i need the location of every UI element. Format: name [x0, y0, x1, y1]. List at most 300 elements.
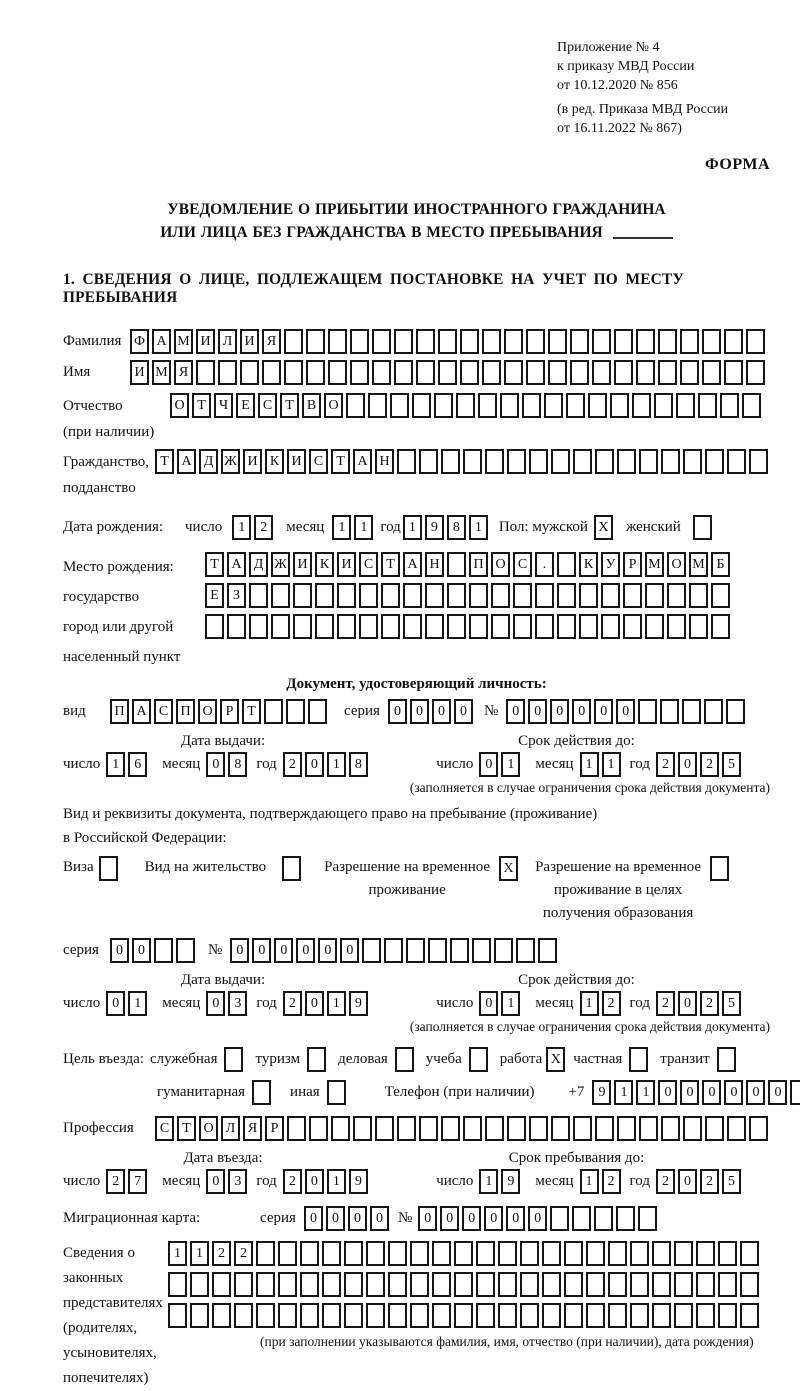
form-cell[interactable] [513, 614, 532, 639]
form-cell[interactable] [718, 1272, 737, 1297]
form-cell[interactable] [300, 1241, 319, 1266]
form-cell[interactable]: X [499, 856, 518, 881]
form-cell[interactable] [570, 329, 589, 354]
form-cell[interactable]: 0 [506, 1206, 525, 1231]
form-cell[interactable] [432, 1303, 451, 1328]
form-cell[interactable] [154, 938, 173, 963]
form-cell[interactable] [548, 329, 567, 354]
form-cell[interactable]: 0 [296, 938, 315, 963]
form-cell[interactable] [403, 614, 422, 639]
form-cell[interactable] [397, 1116, 416, 1141]
form-cell[interactable]: 1 [106, 752, 125, 777]
form-cell[interactable] [623, 583, 642, 608]
form-cell[interactable]: 0 [506, 699, 525, 724]
form-cell[interactable]: А [227, 552, 246, 577]
form-cell[interactable] [476, 1241, 495, 1266]
form-cell[interactable]: Д [199, 449, 218, 474]
form-cell[interactable] [629, 1047, 648, 1072]
form-cell[interactable]: 1 [602, 752, 621, 777]
form-cell[interactable]: 2 [283, 752, 302, 777]
form-cell[interactable] [535, 583, 554, 608]
form-cell[interactable]: 1 [332, 515, 351, 540]
form-cell[interactable]: 0 [454, 699, 473, 724]
form-cell[interactable] [368, 393, 387, 418]
form-cell[interactable] [454, 1272, 473, 1297]
form-cell[interactable] [617, 449, 636, 474]
form-cell[interactable] [667, 614, 686, 639]
form-cell[interactable] [542, 1272, 561, 1297]
form-cell[interactable]: 5 [722, 1169, 741, 1194]
form-cell[interactable] [190, 1272, 209, 1297]
form-cell[interactable]: 0 [340, 938, 359, 963]
form-cell[interactable] [168, 1303, 187, 1328]
form-cell[interactable] [249, 614, 268, 639]
form-cell[interactable] [623, 614, 642, 639]
form-cell[interactable] [271, 583, 290, 608]
form-cell[interactable] [636, 360, 655, 385]
form-cell[interactable]: И [287, 449, 306, 474]
form-cell[interactable]: А [177, 449, 196, 474]
form-cell[interactable] [616, 1206, 635, 1231]
form-cell[interactable] [410, 1303, 429, 1328]
form-cell[interactable] [652, 1241, 671, 1266]
form-cell[interactable] [614, 329, 633, 354]
form-cell[interactable]: 0 [746, 1080, 765, 1105]
form-cell[interactable] [724, 360, 743, 385]
form-cell[interactable]: Т [381, 552, 400, 577]
form-cell[interactable]: Р [220, 699, 239, 724]
form-cell[interactable] [390, 393, 409, 418]
form-cell[interactable] [632, 393, 651, 418]
form-cell[interactable]: 2 [254, 515, 273, 540]
form-cell[interactable] [218, 360, 237, 385]
form-cell[interactable]: 0 [370, 1206, 389, 1231]
form-cell[interactable] [498, 1241, 517, 1266]
form-cell[interactable] [683, 449, 702, 474]
form-cell[interactable] [702, 360, 721, 385]
form-cell[interactable]: 0 [110, 938, 129, 963]
form-cell[interactable] [388, 1272, 407, 1297]
form-cell[interactable] [586, 1241, 605, 1266]
form-cell[interactable]: 1 [636, 1080, 655, 1105]
form-cell[interactable]: 0 [550, 699, 569, 724]
form-cell[interactable] [322, 1241, 341, 1266]
form-cell[interactable] [450, 938, 469, 963]
form-cell[interactable] [538, 938, 557, 963]
form-cell[interactable] [315, 583, 334, 608]
form-cell[interactable] [441, 1116, 460, 1141]
form-cell[interactable]: 1 [168, 1241, 187, 1266]
form-cell[interactable] [749, 1116, 768, 1141]
form-cell[interactable] [454, 1303, 473, 1328]
form-cell[interactable]: X [594, 515, 613, 540]
form-cell[interactable] [520, 1272, 539, 1297]
form-cell[interactable] [717, 1047, 736, 1072]
form-cell[interactable] [482, 360, 501, 385]
form-cell[interactable] [579, 614, 598, 639]
form-cell[interactable] [718, 1303, 737, 1328]
form-cell[interactable] [264, 699, 283, 724]
form-cell[interactable]: 2 [212, 1241, 231, 1266]
form-cell[interactable] [485, 449, 504, 474]
form-cell[interactable] [478, 393, 497, 418]
form-cell[interactable]: Ч [214, 393, 233, 418]
form-cell[interactable]: О [667, 552, 686, 577]
form-cell[interactable]: У [601, 552, 620, 577]
form-cell[interactable]: 0 [702, 1080, 721, 1105]
form-cell[interactable] [592, 360, 611, 385]
form-cell[interactable]: 1 [501, 752, 520, 777]
form-cell[interactable]: 1 [128, 991, 147, 1016]
form-cell[interactable] [724, 329, 743, 354]
form-cell[interactable] [381, 583, 400, 608]
form-cell[interactable] [460, 360, 479, 385]
form-cell[interactable] [727, 1116, 746, 1141]
form-cell[interactable]: Ф [130, 329, 149, 354]
form-cell[interactable] [676, 393, 695, 418]
form-cell[interactable]: 1 [190, 1241, 209, 1266]
form-cell[interactable] [594, 1206, 613, 1231]
form-cell[interactable]: 9 [349, 1169, 368, 1194]
form-cell[interactable] [705, 449, 724, 474]
form-cell[interactable]: И [240, 329, 259, 354]
form-cell[interactable] [344, 1303, 363, 1328]
form-cell[interactable] [256, 1241, 275, 1266]
form-cell[interactable] [454, 1241, 473, 1266]
form-cell[interactable]: 0 [318, 938, 337, 963]
form-cell[interactable] [746, 329, 765, 354]
form-cell[interactable] [278, 1303, 297, 1328]
form-cell[interactable]: 8 [228, 752, 247, 777]
form-cell[interactable] [548, 360, 567, 385]
form-cell[interactable] [322, 1303, 341, 1328]
form-cell[interactable]: С [155, 1116, 174, 1141]
form-cell[interactable] [711, 583, 730, 608]
form-cell[interactable] [410, 1241, 429, 1266]
form-cell[interactable]: 0 [572, 699, 591, 724]
form-cell[interactable] [674, 1303, 693, 1328]
form-cell[interactable] [661, 449, 680, 474]
form-cell[interactable] [337, 614, 356, 639]
form-cell[interactable] [535, 614, 554, 639]
form-cell[interactable]: 1 [580, 991, 599, 1016]
form-cell[interactable] [740, 1272, 759, 1297]
form-cell[interactable]: И [243, 449, 262, 474]
form-cell[interactable] [456, 393, 475, 418]
form-cell[interactable] [557, 614, 576, 639]
form-cell[interactable] [346, 393, 365, 418]
form-cell[interactable] [485, 1116, 504, 1141]
form-cell[interactable] [262, 360, 281, 385]
form-cell[interactable]: 2 [656, 1169, 675, 1194]
form-cell[interactable] [689, 583, 708, 608]
form-cell[interactable] [542, 1303, 561, 1328]
form-cell[interactable] [284, 360, 303, 385]
form-cell[interactable]: 0 [678, 991, 697, 1016]
form-cell[interactable] [610, 393, 629, 418]
form-cell[interactable]: Л [218, 329, 237, 354]
form-cell[interactable] [469, 614, 488, 639]
form-cell[interactable]: 1 [327, 1169, 346, 1194]
form-cell[interactable] [516, 938, 535, 963]
form-cell[interactable] [284, 329, 303, 354]
form-cell[interactable] [384, 938, 403, 963]
form-cell[interactable] [749, 449, 768, 474]
form-cell[interactable] [638, 699, 657, 724]
form-cell[interactable]: П [469, 552, 488, 577]
form-cell[interactable] [645, 614, 664, 639]
form-cell[interactable]: М [645, 552, 664, 577]
form-cell[interactable] [168, 1272, 187, 1297]
form-cell[interactable] [397, 449, 416, 474]
form-cell[interactable] [592, 329, 611, 354]
form-cell[interactable]: 2 [283, 991, 302, 1016]
form-cell[interactable]: 0 [132, 938, 151, 963]
form-cell[interactable]: А [353, 449, 372, 474]
form-cell[interactable]: Т [177, 1116, 196, 1141]
form-cell[interactable] [256, 1272, 275, 1297]
form-cell[interactable] [395, 1047, 414, 1072]
form-cell[interactable] [282, 856, 301, 881]
form-cell[interactable]: 6 [128, 752, 147, 777]
form-cell[interactable]: 0 [768, 1080, 787, 1105]
form-cell[interactable]: 2 [234, 1241, 253, 1266]
form-cell[interactable] [586, 1303, 605, 1328]
form-cell[interactable]: 0 [594, 699, 613, 724]
form-cell[interactable] [491, 583, 510, 608]
form-cell[interactable]: 0 [440, 1206, 459, 1231]
form-cell[interactable] [438, 329, 457, 354]
form-cell[interactable]: 0 [432, 699, 451, 724]
form-cell[interactable] [542, 1241, 561, 1266]
form-cell[interactable] [608, 1241, 627, 1266]
form-cell[interactable]: Л [221, 1116, 240, 1141]
form-cell[interactable] [704, 699, 723, 724]
form-cell[interactable] [249, 583, 268, 608]
form-cell[interactable] [432, 1272, 451, 1297]
form-cell[interactable] [586, 1272, 605, 1297]
form-cell[interactable]: 5 [722, 752, 741, 777]
form-cell[interactable] [573, 449, 592, 474]
form-cell[interactable] [550, 1206, 569, 1231]
form-cell[interactable]: 1 [327, 752, 346, 777]
form-cell[interactable] [196, 360, 215, 385]
form-cell[interactable] [507, 1116, 526, 1141]
form-cell[interactable]: 1 [614, 1080, 633, 1105]
form-cell[interactable] [256, 1303, 275, 1328]
form-cell[interactable]: Я [243, 1116, 262, 1141]
form-cell[interactable] [472, 938, 491, 963]
form-cell[interactable] [416, 360, 435, 385]
form-cell[interactable] [720, 393, 739, 418]
form-cell[interactable] [227, 614, 246, 639]
form-cell[interactable] [579, 583, 598, 608]
form-cell[interactable] [520, 1241, 539, 1266]
form-cell[interactable] [366, 1241, 385, 1266]
form-cell[interactable]: 2 [106, 1169, 125, 1194]
form-cell[interactable]: 0 [252, 938, 271, 963]
form-cell[interactable]: 9 [425, 515, 444, 540]
form-cell[interactable] [293, 583, 312, 608]
form-cell[interactable] [614, 360, 633, 385]
form-cell[interactable] [234, 1272, 253, 1297]
form-cell[interactable] [570, 360, 589, 385]
form-cell[interactable] [419, 449, 438, 474]
form-cell[interactable]: 2 [602, 991, 621, 1016]
form-cell[interactable] [337, 583, 356, 608]
form-cell[interactable]: С [309, 449, 328, 474]
form-cell[interactable] [726, 699, 745, 724]
form-cell[interactable]: 0 [348, 1206, 367, 1231]
form-cell[interactable] [366, 1303, 385, 1328]
form-cell[interactable]: 0 [305, 991, 324, 1016]
form-cell[interactable]: 0 [206, 1169, 225, 1194]
form-cell[interactable] [710, 856, 729, 881]
form-cell[interactable] [425, 614, 444, 639]
form-cell[interactable] [416, 329, 435, 354]
form-cell[interactable] [557, 583, 576, 608]
form-cell[interactable]: Д [249, 552, 268, 577]
form-cell[interactable] [588, 393, 607, 418]
form-cell[interactable] [327, 1080, 346, 1105]
form-cell[interactable] [498, 1272, 517, 1297]
form-cell[interactable]: 2 [602, 1169, 621, 1194]
form-cell[interactable] [638, 1206, 657, 1231]
form-cell[interactable] [740, 1303, 759, 1328]
form-cell[interactable]: 3 [228, 991, 247, 1016]
form-cell[interactable] [394, 360, 413, 385]
form-cell[interactable]: Б [711, 552, 730, 577]
form-cell[interactable] [727, 449, 746, 474]
form-cell[interactable]: 0 [724, 1080, 743, 1105]
form-cell[interactable] [564, 1241, 583, 1266]
form-cell[interactable] [529, 1116, 548, 1141]
form-cell[interactable]: 0 [206, 991, 225, 1016]
form-cell[interactable]: Е [205, 583, 224, 608]
form-cell[interactable]: 0 [410, 699, 429, 724]
form-cell[interactable] [630, 1272, 649, 1297]
form-cell[interactable]: Ж [221, 449, 240, 474]
form-cell[interactable] [702, 329, 721, 354]
form-cell[interactable] [469, 583, 488, 608]
form-cell[interactable]: Н [375, 449, 394, 474]
form-cell[interactable] [742, 393, 761, 418]
form-cell[interactable] [322, 1272, 341, 1297]
form-cell[interactable] [507, 449, 526, 474]
form-cell[interactable]: Т [331, 449, 350, 474]
form-cell[interactable] [654, 393, 673, 418]
form-cell[interactable] [293, 614, 312, 639]
form-cell[interactable]: К [315, 552, 334, 577]
form-cell[interactable] [350, 360, 369, 385]
form-cell[interactable] [661, 1116, 680, 1141]
form-cell[interactable]: 0 [479, 991, 498, 1016]
form-cell[interactable]: 2 [700, 1169, 719, 1194]
form-cell[interactable] [447, 552, 466, 577]
form-cell[interactable] [406, 938, 425, 963]
form-cell[interactable] [212, 1303, 231, 1328]
form-cell[interactable] [658, 360, 677, 385]
form-cell[interactable]: 0 [462, 1206, 481, 1231]
form-cell[interactable] [331, 1116, 350, 1141]
form-cell[interactable] [617, 1116, 636, 1141]
form-cell[interactable]: 0 [206, 752, 225, 777]
form-cell[interactable] [572, 1206, 591, 1231]
form-cell[interactable]: А [152, 329, 171, 354]
form-cell[interactable] [529, 449, 548, 474]
form-cell[interactable]: 0 [106, 991, 125, 1016]
form-cell[interactable] [403, 583, 422, 608]
form-cell[interactable]: Е [236, 393, 255, 418]
form-cell[interactable] [693, 515, 712, 540]
form-cell[interactable] [252, 1080, 271, 1105]
form-cell[interactable]: О [324, 393, 343, 418]
form-cell[interactable]: 2 [700, 991, 719, 1016]
form-cell[interactable]: И [130, 360, 149, 385]
form-cell[interactable] [463, 449, 482, 474]
form-cell[interactable] [504, 329, 523, 354]
form-cell[interactable]: 1 [501, 991, 520, 1016]
form-cell[interactable]: К [265, 449, 284, 474]
form-cell[interactable]: 5 [722, 991, 741, 1016]
form-cell[interactable] [300, 1303, 319, 1328]
form-cell[interactable]: 0 [305, 752, 324, 777]
form-cell[interactable]: Ж [271, 552, 290, 577]
form-cell[interactable] [447, 614, 466, 639]
form-cell[interactable]: 0 [484, 1206, 503, 1231]
form-cell[interactable] [344, 1241, 363, 1266]
form-cell[interactable]: 0 [616, 699, 635, 724]
form-cell[interactable] [308, 699, 327, 724]
form-cell[interactable] [419, 1116, 438, 1141]
form-cell[interactable] [526, 329, 545, 354]
form-cell[interactable] [309, 1116, 328, 1141]
form-cell[interactable]: М [174, 329, 193, 354]
form-cell[interactable] [388, 1303, 407, 1328]
form-cell[interactable]: И [196, 329, 215, 354]
form-cell[interactable] [630, 1303, 649, 1328]
form-cell[interactable]: Т [192, 393, 211, 418]
form-cell[interactable] [350, 329, 369, 354]
form-cell[interactable]: 1 [469, 515, 488, 540]
form-cell[interactable] [551, 449, 570, 474]
form-cell[interactable]: 8 [447, 515, 466, 540]
form-cell[interactable]: 0 [678, 752, 697, 777]
form-cell[interactable] [595, 449, 614, 474]
form-cell[interactable] [366, 1272, 385, 1297]
form-cell[interactable]: 0 [678, 1169, 697, 1194]
form-cell[interactable] [526, 360, 545, 385]
form-cell[interactable] [680, 360, 699, 385]
form-cell[interactable]: 2 [700, 752, 719, 777]
form-cell[interactable]: Т [205, 552, 224, 577]
form-cell[interactable]: С [513, 552, 532, 577]
form-cell[interactable]: 0 [230, 938, 249, 963]
form-cell[interactable]: Т [280, 393, 299, 418]
form-cell[interactable] [566, 393, 585, 418]
form-cell[interactable] [551, 1116, 570, 1141]
form-cell[interactable] [278, 1272, 297, 1297]
form-cell[interactable]: 2 [656, 752, 675, 777]
form-cell[interactable]: М [689, 552, 708, 577]
form-cell[interactable] [513, 583, 532, 608]
form-cell[interactable] [680, 329, 699, 354]
form-cell[interactable] [544, 393, 563, 418]
form-cell[interactable] [667, 583, 686, 608]
form-cell[interactable] [434, 393, 453, 418]
form-cell[interactable] [375, 1116, 394, 1141]
form-cell[interactable]: 1 [354, 515, 373, 540]
